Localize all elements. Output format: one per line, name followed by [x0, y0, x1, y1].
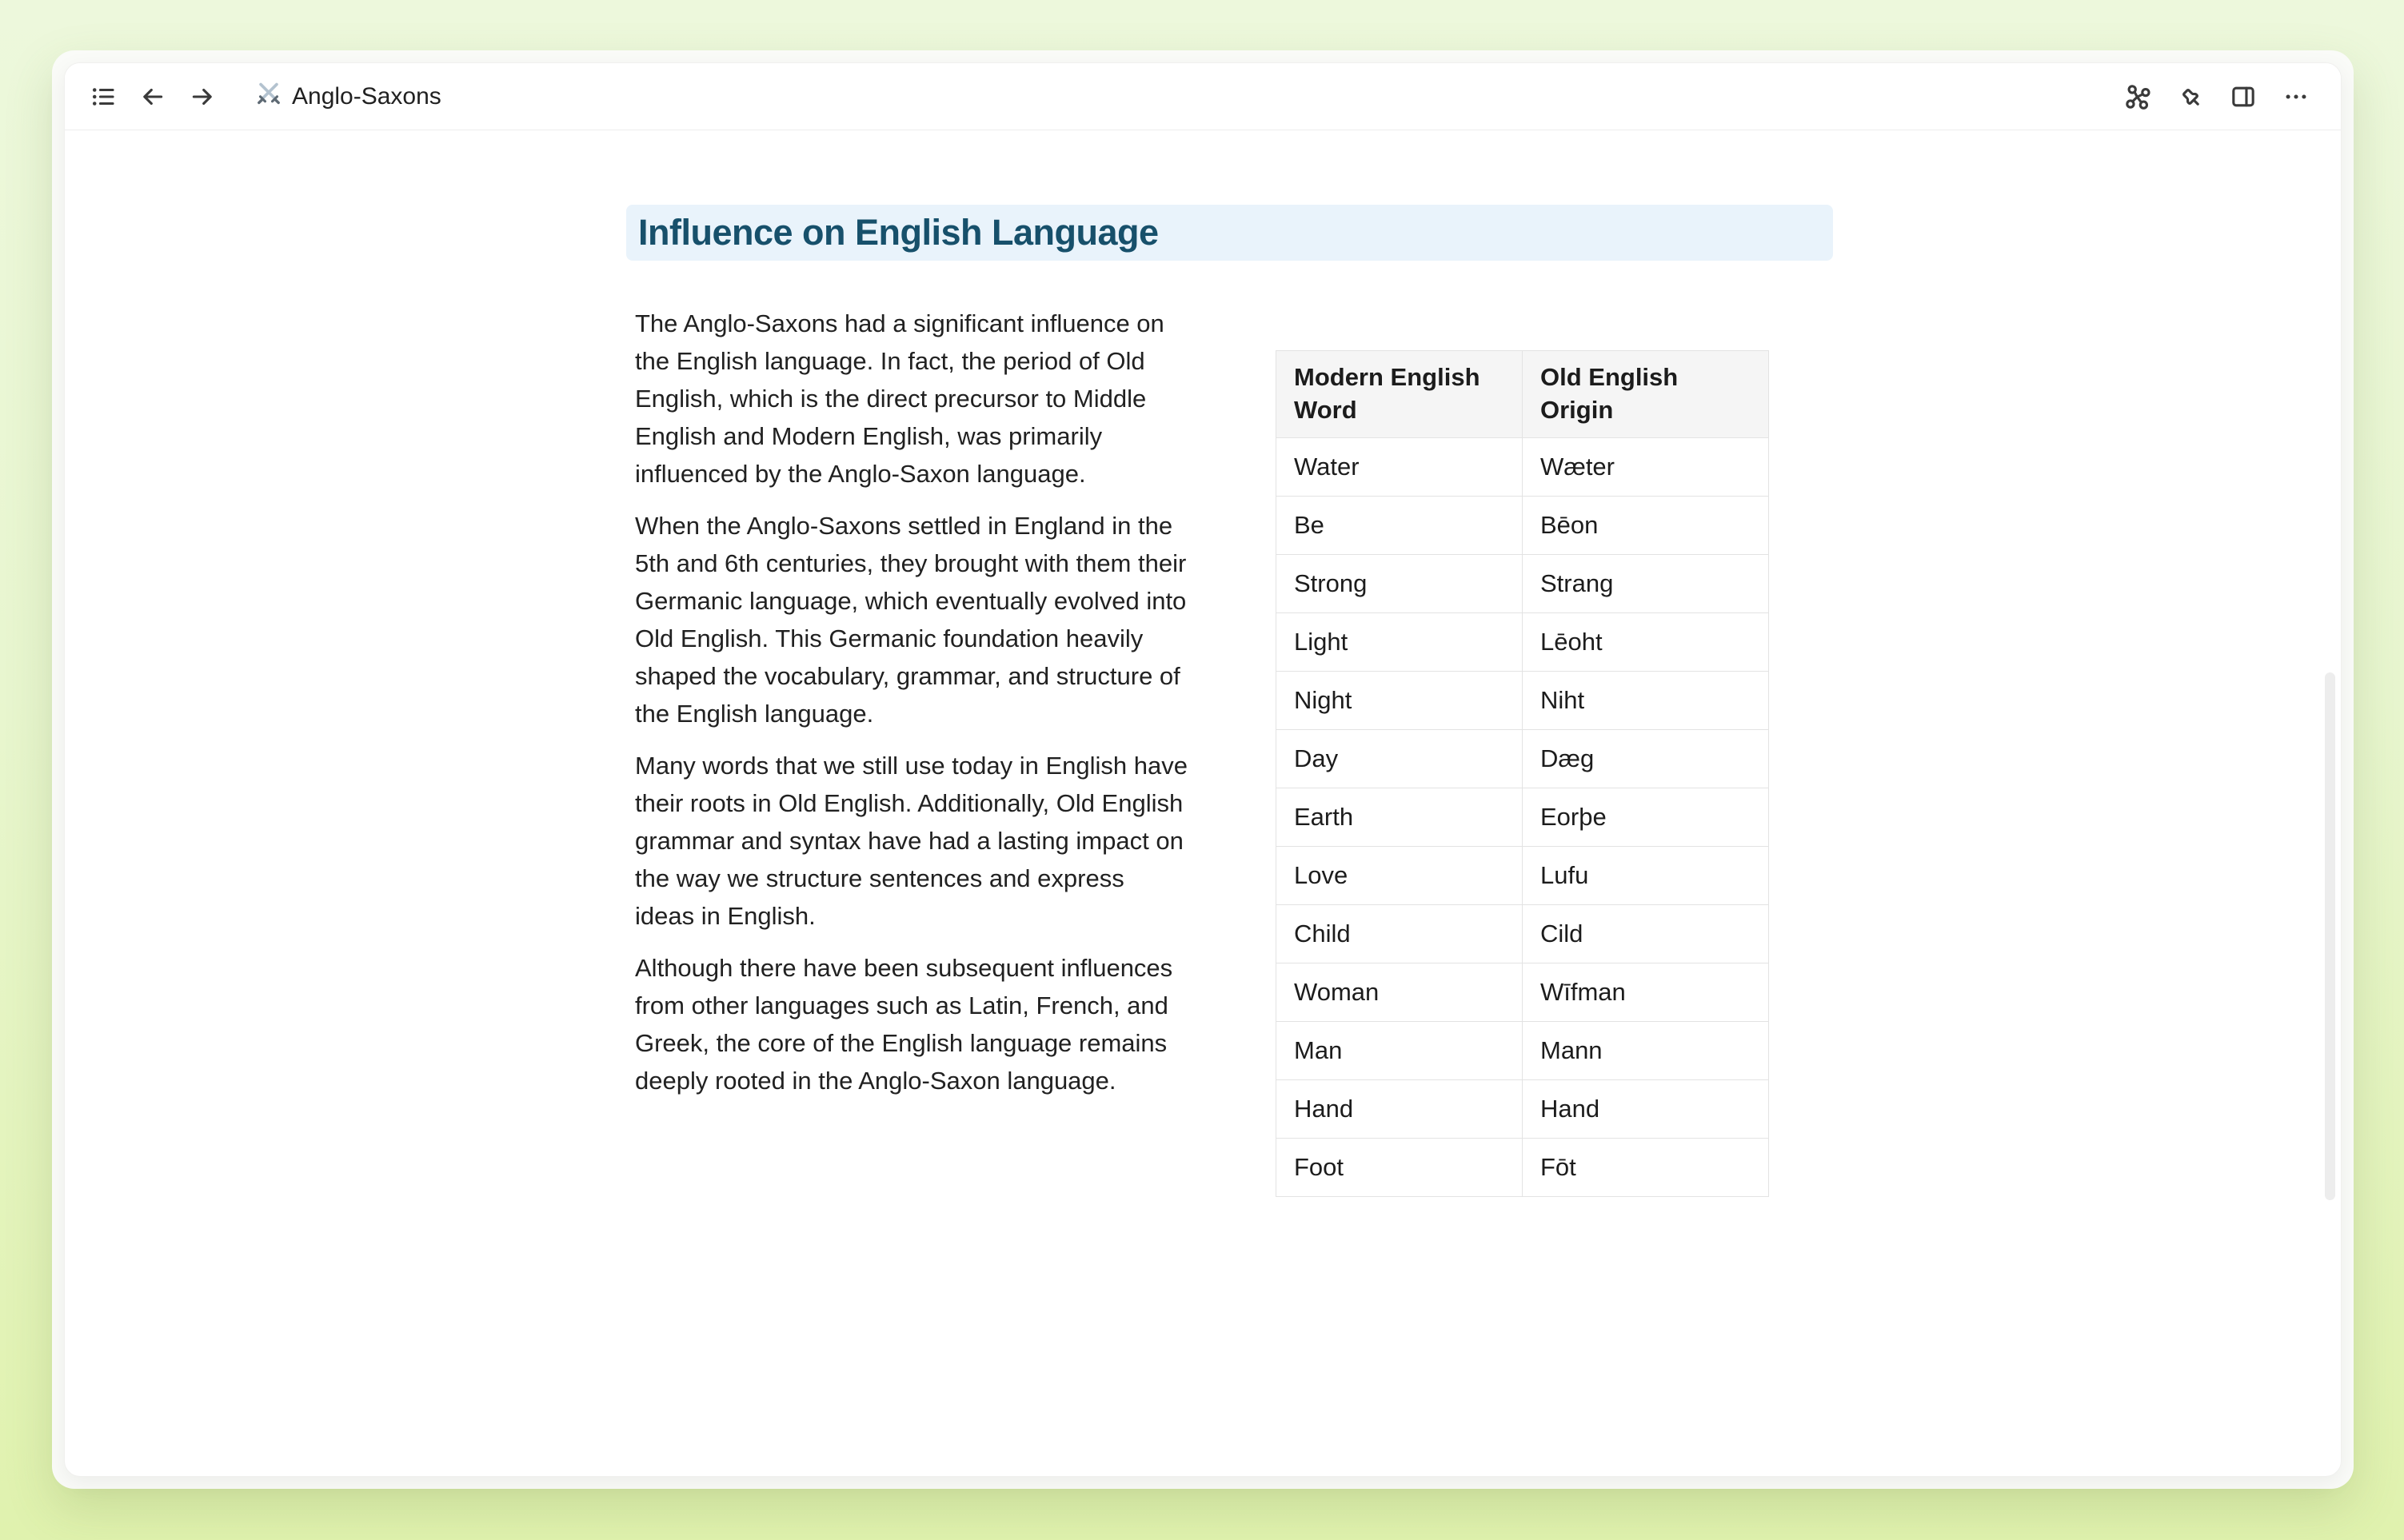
- old-origin-cell[interactable]: Lufu: [1523, 847, 1769, 905]
- graph-view-button[interactable]: [2122, 81, 2154, 113]
- page-title[interactable]: Influence on English Language: [638, 212, 1159, 253]
- table-row: [1276, 497, 1769, 555]
- old-origin-cell[interactable]: Dæg: [1523, 730, 1769, 788]
- old-origin-cell[interactable]: Eorþe: [1523, 788, 1769, 847]
- modern-word-cell[interactable]: Light: [1276, 613, 1523, 672]
- paragraph[interactable]: Although there have been subsequent influences from other languages such as Latin, French, and Greek, the core of the English language remains deeply rooted in the Anglo-Saxon language.: [635, 954, 1173, 1095]
- table-row: [1276, 1080, 1769, 1139]
- word-table: [1276, 350, 1768, 1197]
- header-old-english[interactable]: Old English Origin: [1523, 351, 1769, 438]
- modern-word-cell[interactable]: Man: [1276, 1022, 1523, 1080]
- pin-icon: [2177, 83, 2204, 110]
- table-row: [1276, 613, 1769, 672]
- old-origin-cell[interactable]: Bēon: [1523, 497, 1769, 555]
- old-origin-cell[interactable]: Niht: [1523, 672, 1769, 730]
- modern-word-cell[interactable]: Earth: [1276, 788, 1523, 847]
- old-origin-cell[interactable]: Wīfman: [1523, 963, 1769, 1022]
- table-row: [1276, 788, 1769, 847]
- paragraph[interactable]: Many words that we still use today in English have their roots in Old English. Additionally, Old English grammar and syntax have had a lasting impact on the way we structure sentences and express ideas in English.: [635, 752, 1188, 930]
- modern-word-cell[interactable]: Water: [1276, 438, 1523, 497]
- list-icon: [90, 83, 117, 110]
- table-row: [1276, 1022, 1769, 1080]
- old-origin-cell[interactable]: Hand: [1523, 1080, 1769, 1139]
- table-row: [1276, 672, 1769, 730]
- modern-word-cell[interactable]: Night: [1276, 672, 1523, 730]
- layout-sidebar-icon: [2230, 83, 2257, 110]
- toolbar-left-group: [87, 78, 449, 116]
- old-origin-cell[interactable]: Fōt: [1523, 1139, 1769, 1197]
- table-row: [1276, 555, 1769, 613]
- modern-word-cell[interactable]: Hand: [1276, 1080, 1523, 1139]
- scrollbar-thumb[interactable]: [2325, 672, 2335, 1200]
- pin-button[interactable]: [2174, 81, 2206, 113]
- table-row: [1276, 847, 1769, 905]
- old-origin-cell[interactable]: Cild: [1523, 905, 1769, 963]
- document-chip[interactable]: [247, 78, 449, 116]
- modern-word-cell[interactable]: Woman: [1276, 963, 1523, 1022]
- toolbar-right-group: [2122, 81, 2312, 113]
- modern-word-cell[interactable]: Strong: [1276, 555, 1523, 613]
- arrow-left-icon: [139, 83, 166, 110]
- old-origin-cell[interactable]: Strang: [1523, 555, 1769, 613]
- modern-word-cell[interactable]: Be: [1276, 497, 1523, 555]
- document-title: Anglo-Saxons: [292, 82, 441, 110]
- crossed-swords-icon: [255, 81, 282, 112]
- old-origin-cell[interactable]: Mann: [1523, 1022, 1769, 1080]
- modern-word-cell[interactable]: Day: [1276, 730, 1523, 788]
- table-row: [1276, 438, 1769, 497]
- toc-button[interactable]: [87, 81, 119, 113]
- app-window: [52, 50, 2354, 1489]
- paragraph[interactable]: The Anglo-Saxons had a significant influence on the English language. In fact, the period of Old English, which is the direct precursor to Middle English and Modern English, was primarily influenced by the Anglo-Saxon language.: [635, 309, 1164, 488]
- table-row: [1276, 905, 1769, 963]
- toolbar: [65, 63, 2341, 130]
- old-origin-cell[interactable]: Wæter: [1523, 438, 1769, 497]
- modern-word-cell[interactable]: Love: [1276, 847, 1523, 905]
- body-text-column: [635, 305, 1188, 1114]
- table-row: [1276, 1139, 1769, 1197]
- old-origin-cell[interactable]: Lēoht: [1523, 613, 1769, 672]
- table-row: [1276, 730, 1769, 788]
- header-modern-english[interactable]: Modern English Word: [1276, 351, 1523, 438]
- word-table-body: [1276, 438, 1769, 1197]
- page-title-highlight: [626, 205, 1833, 261]
- arrow-right-icon: [189, 83, 216, 110]
- back-button[interactable]: [137, 81, 169, 113]
- paragraph[interactable]: When the Anglo-Saxons settled in England in the 5th and 6th centuries, they brought with them their Germanic language, which eventually evolved into Old English. This Germanic foundation heavily shaped the vocabulary, grammar, and structure of the English language.: [635, 512, 1187, 728]
- forward-button[interactable]: [186, 81, 218, 113]
- table-header-row: [1276, 351, 1769, 438]
- modern-word-cell[interactable]: Child: [1276, 905, 1523, 963]
- toggle-sidebar-button[interactable]: [2227, 81, 2259, 113]
- modern-word-cell[interactable]: Foot: [1276, 1139, 1523, 1197]
- table-row: [1276, 963, 1769, 1022]
- app-surface: [64, 62, 2342, 1477]
- graph-icon: [2124, 83, 2151, 110]
- more-button[interactable]: [2280, 81, 2312, 113]
- more-icon: [2282, 83, 2310, 110]
